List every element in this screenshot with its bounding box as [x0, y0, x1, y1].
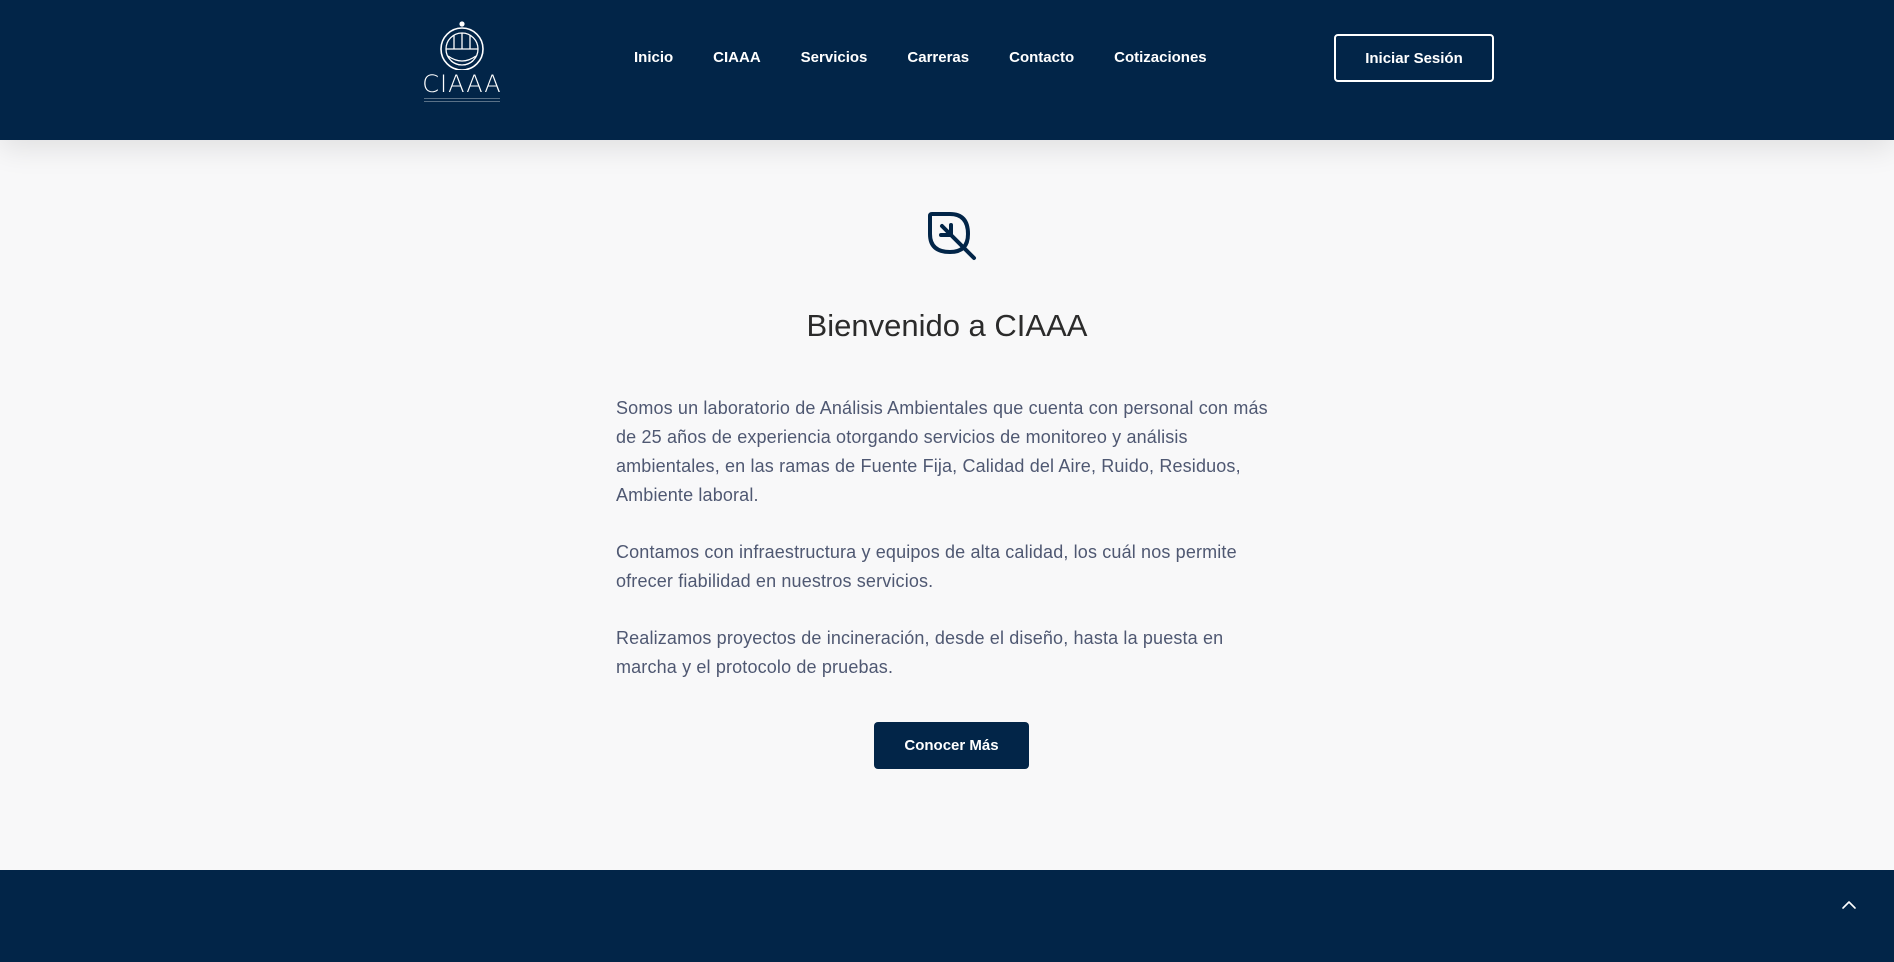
- login-button[interactable]: Iniciar Sesión: [1334, 34, 1494, 82]
- logo-tagline: [424, 98, 500, 102]
- main-nav: [634, 48, 1247, 68]
- intro-paragraph: Somos un laboratorio de Análisis Ambientales que cuenta con personal con más de 25 años de experiencia otorgando servicios de monitoreo y análisis ambientales, en las ramas de Fuente Fija, Calidad del Aire, Ruido, Residuos, Ambiente laboral.: [616, 398, 1268, 505]
- site-footer: [0, 870, 1894, 962]
- chevron-up-icon[interactable]: [1836, 892, 1862, 918]
- nav-item-servicios[interactable]: Servicios: [800, 49, 868, 66]
- logo-emblem-icon: [420, 20, 504, 70]
- site-header: [0, 0, 1894, 140]
- page-title: Bienvenido a CIAAA: [806, 308, 1088, 343]
- nav-item-inicio[interactable]: Inicio: [634, 49, 674, 66]
- intro-paragraph: Contamos con infraestructura y equipos de alta calidad, los cuál nos permite ofrecer fiabilidad en nuestros servicios.: [616, 542, 1237, 591]
- learn-more-button[interactable]: Conocer Más: [874, 722, 1029, 769]
- nav-item-cotizaciones[interactable]: Cotizaciones: [1114, 49, 1207, 66]
- nav-item-ciaaa[interactable]: CIAAA: [713, 49, 761, 66]
- intro-paragraph: Realizamos proyectos de incineración, desde el diseño, hasta la puesta en marcha y el protocolo de pruebas.: [616, 628, 1224, 677]
- leaf-icon: [924, 208, 978, 262]
- logo-wordmark: CIAAA: [422, 70, 502, 98]
- nav-item-carreras[interactable]: Carreras: [907, 49, 970, 66]
- intro-text: [616, 394, 1276, 710]
- nav-item-contacto[interactable]: Contacto: [1009, 49, 1075, 66]
- ciaaa-logo[interactable]: [420, 20, 504, 106]
- welcome-section: [0, 140, 1894, 870]
